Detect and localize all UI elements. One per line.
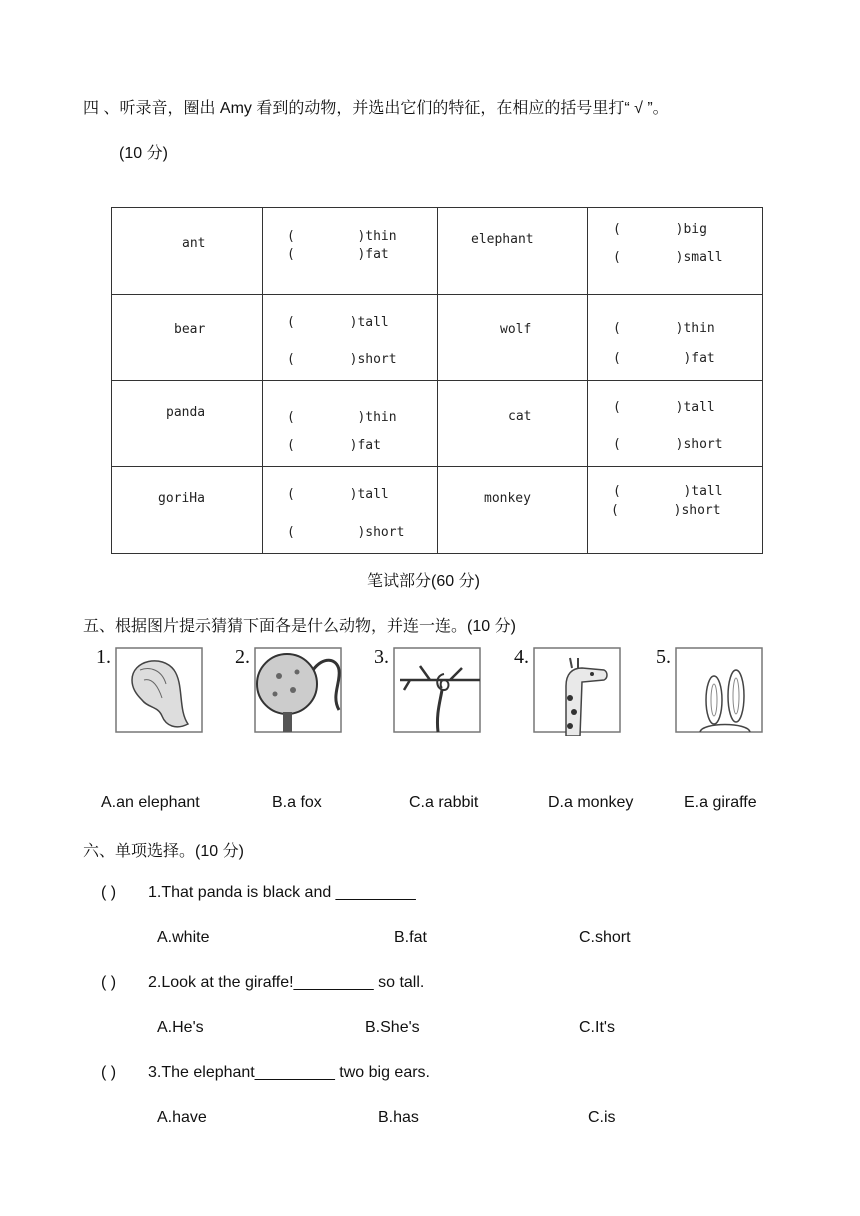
question-stem: 3.The elephant_________ two big ears. [148,1064,430,1081]
section5-title: 五、根据图片提示猜猜下面各是什么动物，并连一连。(10 分) [83,618,516,635]
picture-2[interactable] [231,640,347,736]
question-stem: 2.Look at the giraffe!_________ so tall. [148,974,425,991]
option-d[interactable]: D.a monkey [548,794,634,811]
trait-option[interactable]: ( )fat [287,438,381,453]
animal-name: cat [508,409,532,424]
animal-name: panda [166,405,206,420]
section4-score: (10 分) [119,145,168,162]
written-part-heading: 笔试部分(60 分) [367,573,480,590]
animal-name: goriHa [158,491,205,506]
choice-a[interactable]: A.white [157,929,210,946]
picture-5[interactable] [652,640,768,736]
table-divider [112,380,762,381]
choice-c[interactable]: C.short [579,929,631,946]
picture-number: 2. [235,646,250,668]
answer-bracket[interactable]: ( ) [101,884,117,901]
picture-number: 1. [96,646,111,668]
trait-option[interactable]: ( )fat [613,351,715,366]
trait-option[interactable]: ( )big [613,222,707,237]
question-stem: 1.That panda is black and _________ [148,884,416,901]
choice-b[interactable]: B.has [378,1109,419,1126]
picture-number: 4. [514,646,529,668]
trait-option[interactable]: ( )small [613,250,723,265]
option-e[interactable]: E.a giraffe [684,794,757,811]
table-divider [112,466,762,467]
trait-option[interactable]: ( )short [287,352,397,367]
option-c[interactable]: C.a rabbit [409,794,479,811]
trait-option[interactable]: ( )short [287,525,405,540]
answer-bracket[interactable]: ( ) [101,1064,117,1081]
picture-3[interactable] [370,640,486,736]
section6-title: 六、单项选择。(10 分) [83,843,244,860]
animal-name: ant [182,236,206,251]
picture-number: 3. [374,646,389,668]
choice-c[interactable]: C.It's [579,1019,615,1036]
trait-option[interactable]: ( )short [613,437,723,452]
choice-b[interactable]: B.She's [365,1019,420,1036]
trait-option[interactable]: ( )tall [287,315,389,330]
animal-name: bear [174,322,206,337]
picture-4[interactable] [510,640,626,736]
choice-b[interactable]: B.fat [394,929,427,946]
trait-option[interactable]: ( )thin [287,229,397,244]
animal-name: wolf [500,322,532,337]
choice-a[interactable]: A.have [157,1109,207,1126]
trait-option[interactable]: ( )tall [613,484,723,499]
choice-a[interactable]: A.He's [157,1019,204,1036]
option-a[interactable]: A.an elephant [101,794,200,811]
choice-c[interactable]: C.is [588,1109,616,1126]
trait-option[interactable]: ( )tall [613,400,715,415]
listening-table [111,207,763,554]
picture-1[interactable] [92,640,208,736]
option-b[interactable]: B.a fox [272,794,322,811]
trait-option[interactable]: ( )thin [287,410,397,425]
trait-option[interactable]: ( )short [611,503,721,518]
trait-option[interactable]: ( )thin [613,321,715,336]
trait-option[interactable]: ( )fat [287,247,389,262]
picture-number: 5. [656,646,671,668]
table-divider [112,294,762,295]
answer-bracket[interactable]: ( ) [101,974,117,991]
animal-name: monkey [484,491,531,506]
animal-name: elephant [471,232,534,247]
section4-title: 四 、听录音，圈出 Amy 看到的动物，并选出它们的特征，在相应的括号里打“ √ ”。 [83,100,669,117]
trait-option[interactable]: ( )tall [287,487,389,502]
